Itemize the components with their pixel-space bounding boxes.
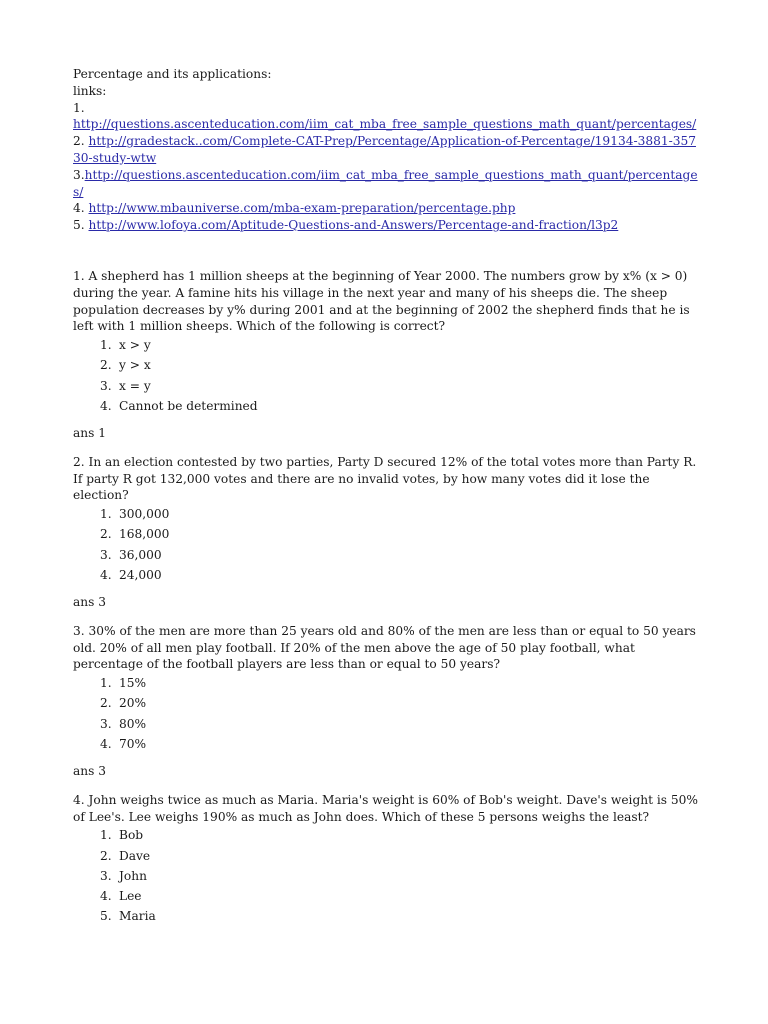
link-number: 3. xyxy=(73,167,85,182)
link-item-1 xyxy=(73,100,703,134)
option-item: 4. Cannot be determined xyxy=(100,396,703,416)
question-text: 4. John weighs twice as much as Maria. Maria's weight is 60% of Bob's weight. Dave's weight is 50% of Lee's. Lee weighs 190% as much as John does. Which of these 5 persons weighs the least? xyxy=(73,792,698,824)
option-label: 300,000 xyxy=(119,507,170,522)
answer-text: ans 1 xyxy=(73,425,106,440)
link-number: 5. xyxy=(73,218,89,233)
option-label: 80% xyxy=(119,716,147,731)
option-label: 24,000 xyxy=(119,567,162,582)
option-label: 15% xyxy=(119,676,147,691)
link-url-2[interactable]: http://gradestack..com/Complete-CAT-Prep/Percentage/Application-of-Percentage/19134-3881-35730-study-wtw xyxy=(73,134,696,165)
links-label: links: xyxy=(73,83,107,98)
question-2 xyxy=(73,454,703,611)
answer-text: ans 3 xyxy=(73,763,106,778)
link-url-4[interactable]: http://www.mbauniverse.com/mba-exam-preparation/percentage.php xyxy=(88,201,516,216)
question-text: 2. In an election contested by two parties, Party D secured 12% of the total votes more than Party R. If party R got 132,000 votes and there are no invalid votes, by how many votes did it lose the election? xyxy=(73,454,697,503)
options-list xyxy=(73,825,703,926)
option-item: 2. y > x xyxy=(100,355,703,375)
link-url-1[interactable]: http://questions.ascenteducation.com/iim_cat_mba_free_sample_questions_math_quant/percentages/ xyxy=(73,117,697,132)
option-label: John xyxy=(119,868,147,883)
option-item: 2. 168,000 xyxy=(100,524,703,544)
document-page xyxy=(73,66,703,935)
link-item-5 xyxy=(73,217,703,234)
link-item-2 xyxy=(73,133,703,167)
option-label: 70% xyxy=(119,736,147,751)
link-number: 1. xyxy=(73,100,85,115)
question-1 xyxy=(73,268,703,442)
options-list xyxy=(73,673,703,754)
question-4 xyxy=(73,792,703,927)
option-label: x > y xyxy=(119,338,151,353)
option-item: 3. 36,000 xyxy=(100,545,703,565)
link-item-4 xyxy=(73,200,703,217)
options-list xyxy=(73,335,703,416)
option-label: x = y xyxy=(119,378,151,393)
option-item: 4. 24,000 xyxy=(100,565,703,585)
question-3 xyxy=(73,623,703,780)
answer-text: ans 3 xyxy=(73,594,106,609)
option-label: 168,000 xyxy=(119,527,170,542)
option-label: 36,000 xyxy=(119,547,162,562)
link-number: 4. xyxy=(73,201,89,216)
link-item-3 xyxy=(73,167,703,201)
link-url-3[interactable]: http://questions.ascenteducation.com/iim_cat_mba_free_sample_questions_math_quant/percentages/ xyxy=(73,167,698,199)
option-item: 4. 70% xyxy=(100,734,703,754)
options-list xyxy=(73,504,703,585)
option-item: 4. Lee xyxy=(100,886,703,906)
option-item: 1. 15% xyxy=(100,673,703,693)
link-number: 2. xyxy=(73,134,89,149)
option-label: Maria xyxy=(119,909,156,924)
option-item: 3. x = y xyxy=(100,376,703,396)
option-label: Lee xyxy=(119,888,142,903)
question-text: 3. 30% of the men are more than 25 years old and 80% of the men are less than or equal to 50 years old. 20% of all men play football. If 20% of the men above the age of 50 play football, what percentage of the football players are less than or equal to 50 years? xyxy=(73,623,696,672)
links-list xyxy=(73,100,703,234)
option-item: 1. Bob xyxy=(100,825,703,845)
option-item: 1. 300,000 xyxy=(100,504,703,524)
option-item: 2. 20% xyxy=(100,693,703,713)
option-item: 2. Dave xyxy=(100,846,703,866)
question-text: 1. A shepherd has 1 million sheeps at the beginning of Year 2000. The numbers grow by x% (x > 0) during the year. A famine hits his village in the next year and many of his sheeps die. The sheep population decreases by y% during 2001 and at the beginning of 2002 the shepherd finds that he is left with 1 million sheeps. Which of the following is correct? xyxy=(73,268,690,334)
option-label: Bob xyxy=(119,828,144,843)
option-label: 20% xyxy=(119,696,147,711)
document-title: Percentage and its applications: xyxy=(73,67,272,81)
option-item: 1. x > y xyxy=(100,335,703,355)
option-label: Dave xyxy=(119,848,151,863)
option-label: y > x xyxy=(119,358,151,373)
option-label: Cannot be determined xyxy=(119,398,258,413)
option-item: 3. John xyxy=(100,866,703,886)
option-item: 3. 80% xyxy=(100,714,703,734)
link-url-5[interactable]: http://www.lofoya.com/Aptitude-Questions-and-Answers/Percentage-and-fraction/l3p2 xyxy=(88,218,619,233)
option-item: 5. Maria xyxy=(100,906,703,926)
